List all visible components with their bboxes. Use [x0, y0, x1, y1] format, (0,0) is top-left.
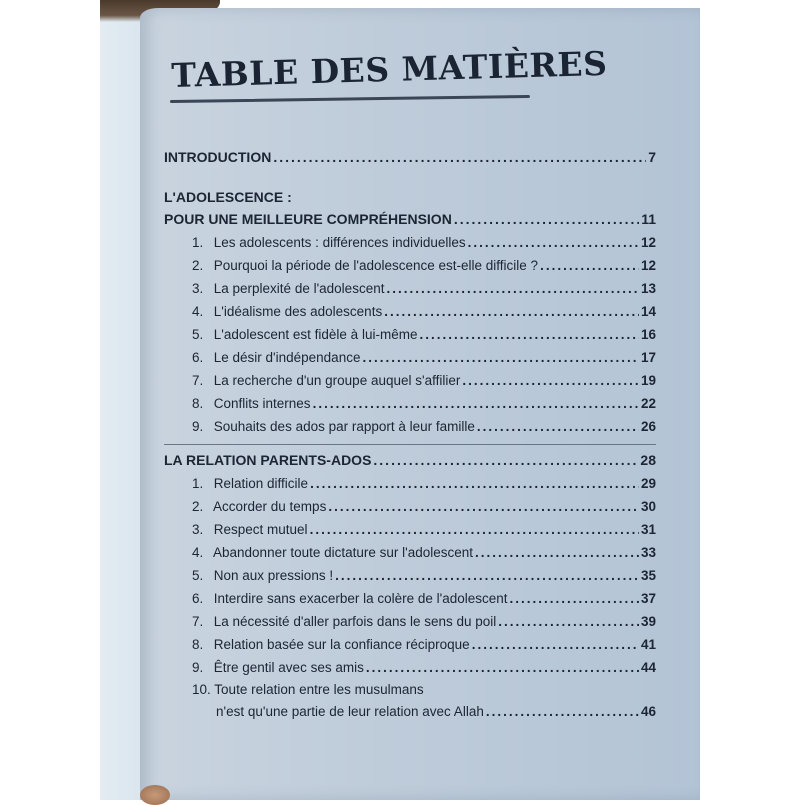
table-of-contents: [164, 146, 656, 723]
item-number: 10.: [192, 682, 211, 697]
toc-entry-multiline-continuation: [164, 700, 656, 723]
toc-page-number: 39: [640, 614, 656, 629]
toc-page-number: 12: [640, 235, 656, 250]
toc-label: Interdire sans exacerber la colère de l'adolescent: [213, 591, 508, 606]
item-number: 8.: [192, 396, 204, 411]
dot-leader: [472, 633, 639, 656]
dot-leader: [510, 587, 639, 610]
dot-leader: [540, 254, 639, 277]
item-number: 3.: [192, 522, 204, 537]
toc-label-line2: n'est qu'une partie de leur relation avec Allah: [216, 704, 484, 719]
item-number: 5.: [192, 568, 204, 583]
toc-entry-introduction: [164, 146, 656, 169]
dot-leader: [477, 415, 639, 438]
dot-leader: [419, 323, 639, 346]
toc-label: Le désir d'indépendance: [213, 350, 361, 365]
item-number: 6.: [192, 350, 204, 365]
toc-entry: [164, 254, 656, 277]
dot-leader: [386, 277, 639, 300]
toc-label: Accorder du temps: [213, 499, 327, 514]
toc-page-number: 28: [640, 452, 656, 468]
toc-page-number: 11: [641, 211, 656, 227]
toc-label: Être gentil avec ses amis: [213, 660, 364, 675]
toc-label: INTRODUCTION: [164, 149, 272, 165]
toc-entry: [164, 587, 656, 610]
item-number: 7.: [192, 614, 204, 629]
item-number: 1.: [192, 235, 204, 250]
toc-entry-part1-heading: [164, 208, 656, 231]
dot-leader: [468, 231, 639, 254]
item-number: 7.: [192, 373, 204, 388]
fingertip: [140, 785, 170, 805]
toc-section-adolescence: [164, 187, 656, 438]
toc-label: Conflits internes: [213, 396, 311, 411]
toc-page-number: 33: [640, 545, 656, 560]
toc-label: Abandonner toute dictature sur l'adolescent: [213, 545, 474, 560]
dot-leader: [328, 495, 639, 518]
dot-leader: [462, 369, 639, 392]
toc-entry: [164, 495, 656, 518]
toc-entry: [164, 300, 656, 323]
dot-leader: [475, 541, 639, 564]
toc-entry: [164, 541, 656, 564]
toc-label: Pourquoi la période de l'adolescence est-elle difficile ?: [213, 258, 539, 273]
dot-leader: [313, 392, 639, 415]
toc-label: POUR UNE MEILLEURE COMPRÉHENSION: [164, 211, 452, 227]
toc-entry: [164, 633, 656, 656]
toc-entry: [164, 610, 656, 633]
toc-entry: [164, 231, 656, 254]
toc-entry-multiline: [164, 679, 656, 700]
section-divider: [164, 444, 656, 445]
toc-entry: [164, 518, 656, 541]
toc-page-number: 16: [640, 327, 656, 342]
toc-label: La recherche d'un groupe auquel s'affilier: [213, 373, 461, 388]
dot-leader: [335, 564, 639, 587]
item-number: 4.: [192, 545, 204, 560]
dot-leader: [362, 346, 639, 369]
item-number: 9.: [192, 660, 204, 675]
toc-entry: [164, 656, 656, 679]
dot-leader: [273, 146, 646, 169]
toc-page-number: 41: [640, 637, 656, 652]
toc-label: Respect mutuel: [213, 522, 308, 537]
section-heading-line1: L'ADOLESCENCE :: [164, 189, 292, 205]
toc-entry-part2-heading: [164, 449, 656, 472]
dot-leader: [366, 656, 639, 679]
toc-label: La nécessité d'aller parfois dans le sens du poil: [213, 614, 497, 629]
book-page: [140, 8, 700, 800]
toc-label: Relation difficile: [213, 476, 309, 491]
toc-label: Non aux pressions !: [213, 568, 334, 583]
toc-page-number: 30: [640, 499, 656, 514]
toc-label: Souhaits des ados par rapport à leur famille: [213, 419, 475, 434]
dot-leader: [310, 472, 639, 495]
dot-leader: [486, 700, 639, 723]
toc-label: Les adolescents : différences individuelles: [213, 235, 466, 250]
item-number: 6.: [192, 591, 204, 606]
toc-page-number: 31: [640, 522, 656, 537]
toc-entry: [164, 346, 656, 369]
toc-page-number: 26: [640, 419, 656, 434]
toc-label: La perplexité de l'adolescent: [213, 281, 385, 296]
item-number: 8.: [192, 637, 204, 652]
toc-page-number: 29: [640, 476, 656, 491]
item-number: 1.: [192, 476, 204, 491]
dot-leader: [310, 518, 639, 541]
toc-label: L'idéalisme des adolescents: [213, 304, 383, 319]
item-number: 4.: [192, 304, 204, 319]
toc-page-number: 13: [640, 281, 656, 296]
item-number: 2.: [192, 499, 204, 514]
toc-page-number: 22: [640, 396, 656, 411]
toc-entry: [164, 564, 656, 587]
toc-entry: [164, 415, 656, 438]
toc-page-number: 46: [640, 704, 656, 719]
title-underline: [170, 95, 530, 103]
item-number: 2.: [192, 258, 204, 273]
toc-label: Relation basée sur la confiance réciproque: [213, 637, 470, 652]
toc-entry: [164, 472, 656, 495]
toc-page-number: 44: [640, 660, 656, 675]
dot-leader: [384, 300, 639, 323]
dot-leader: [373, 449, 638, 472]
toc-page-number: 14: [640, 304, 656, 319]
item-number: 3.: [192, 281, 204, 296]
toc-entry: [164, 392, 656, 415]
item-number: 9.: [192, 419, 204, 434]
toc-entry: [164, 323, 656, 346]
item-number: 5.: [192, 327, 204, 342]
dot-leader: [454, 208, 639, 231]
toc-page-number: 7: [648, 149, 656, 165]
page-title: TABLE DES MATIÈRES: [170, 43, 608, 95]
toc-entry: [164, 369, 656, 392]
toc-entry: [164, 277, 656, 300]
toc-page-number: 17: [640, 350, 656, 365]
toc-label-line1: Toute relation entre les musulmans: [214, 682, 424, 697]
dot-leader: [498, 610, 639, 633]
toc-page-number: 19: [640, 373, 656, 388]
toc-section-parents-ados: [164, 449, 656, 723]
toc-page-number: 35: [640, 568, 656, 583]
toc-label: LA RELATION PARENTS-ADOS: [164, 452, 372, 468]
toc-page-number: 12: [640, 258, 656, 273]
toc-page-number: 37: [640, 591, 656, 606]
toc-label: L'adolescent est fidèle à lui-même: [213, 327, 418, 342]
